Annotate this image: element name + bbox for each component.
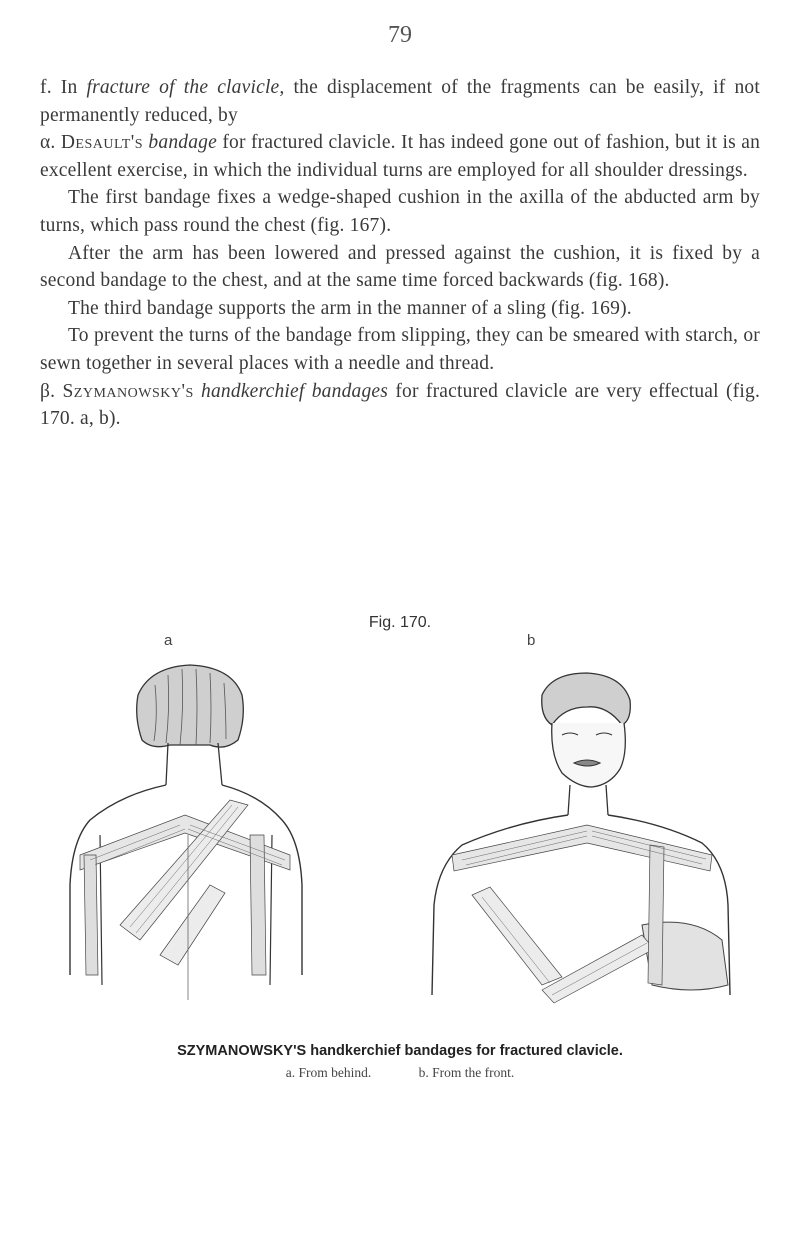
subcaption-a: a. From behind. <box>285 1065 372 1080</box>
figure-title: Fig. 170. <box>368 614 432 631</box>
paragraph-szymanowsky <box>40 378 760 433</box>
panel-label-b: b <box>527 632 536 649</box>
page-number: 79 <box>388 22 412 48</box>
paragraph-desault <box>40 129 760 184</box>
italic-term: bandage <box>148 132 217 154</box>
body-text <box>40 74 760 433</box>
hair-shape <box>542 673 631 725</box>
paragraph-label: α. <box>40 132 56 154</box>
italic-term: handkerchief bandages <box>201 380 389 402</box>
paragraph-starch: To prevent the turns of the bandage from slipping, they can be smeared with starch, or sewn together in several places with a needle and thread. <box>40 325 760 374</box>
neck-shape <box>166 743 222 785</box>
paragraph-label: f. In <box>40 77 78 98</box>
paragraph-second-bandage: After the arm has been lowered and pressed against the cushion, it is fixed by a second bandage to the chest, and at the same time forced backwards (fig. 168). <box>40 242 760 292</box>
paragraph-first-bandage: The first bandage fixes a wedge-shaped cushion in the axilla of the abducted arm by turns, which pass round the chest (fig. 167). <box>40 187 760 236</box>
paragraph-text: the displacement of the fragments can be easily, if not permanently reduced, by <box>40 77 760 126</box>
author-name: Desault's <box>60 132 144 154</box>
hair-shape <box>137 665 244 747</box>
figure-subcaption <box>0 1065 800 1081</box>
paragraph-label: β. <box>40 380 56 402</box>
panel-label-a: a <box>164 632 173 649</box>
face-outline <box>552 723 626 787</box>
illustration-front-view <box>392 665 748 1025</box>
paragraph-fracture <box>40 74 760 129</box>
paragraph-third-bandage: The third bandage supports the arm in the manner of a sling (fig. 169). <box>68 297 632 319</box>
figure-caption: SZYMANOWSKY'S handkerchief bandages for fractured clavicle. <box>177 1043 623 1059</box>
paragraph-text: for fractured clavicle are very effectual (fig. 170. a, b). <box>40 380 761 430</box>
paragraph-text: for fractured clavicle. It has indeed gone out of fashion, but it is an excellent exercise, in which the individual turns are employed for all shoulder dressings. <box>40 132 761 181</box>
italic-term: fracture of the clavicle, <box>86 77 285 98</box>
illustration-back-view <box>60 655 310 1015</box>
author-name: Szymanowsky's <box>62 380 194 402</box>
subcaption-b: b. From the front. <box>418 1065 515 1080</box>
